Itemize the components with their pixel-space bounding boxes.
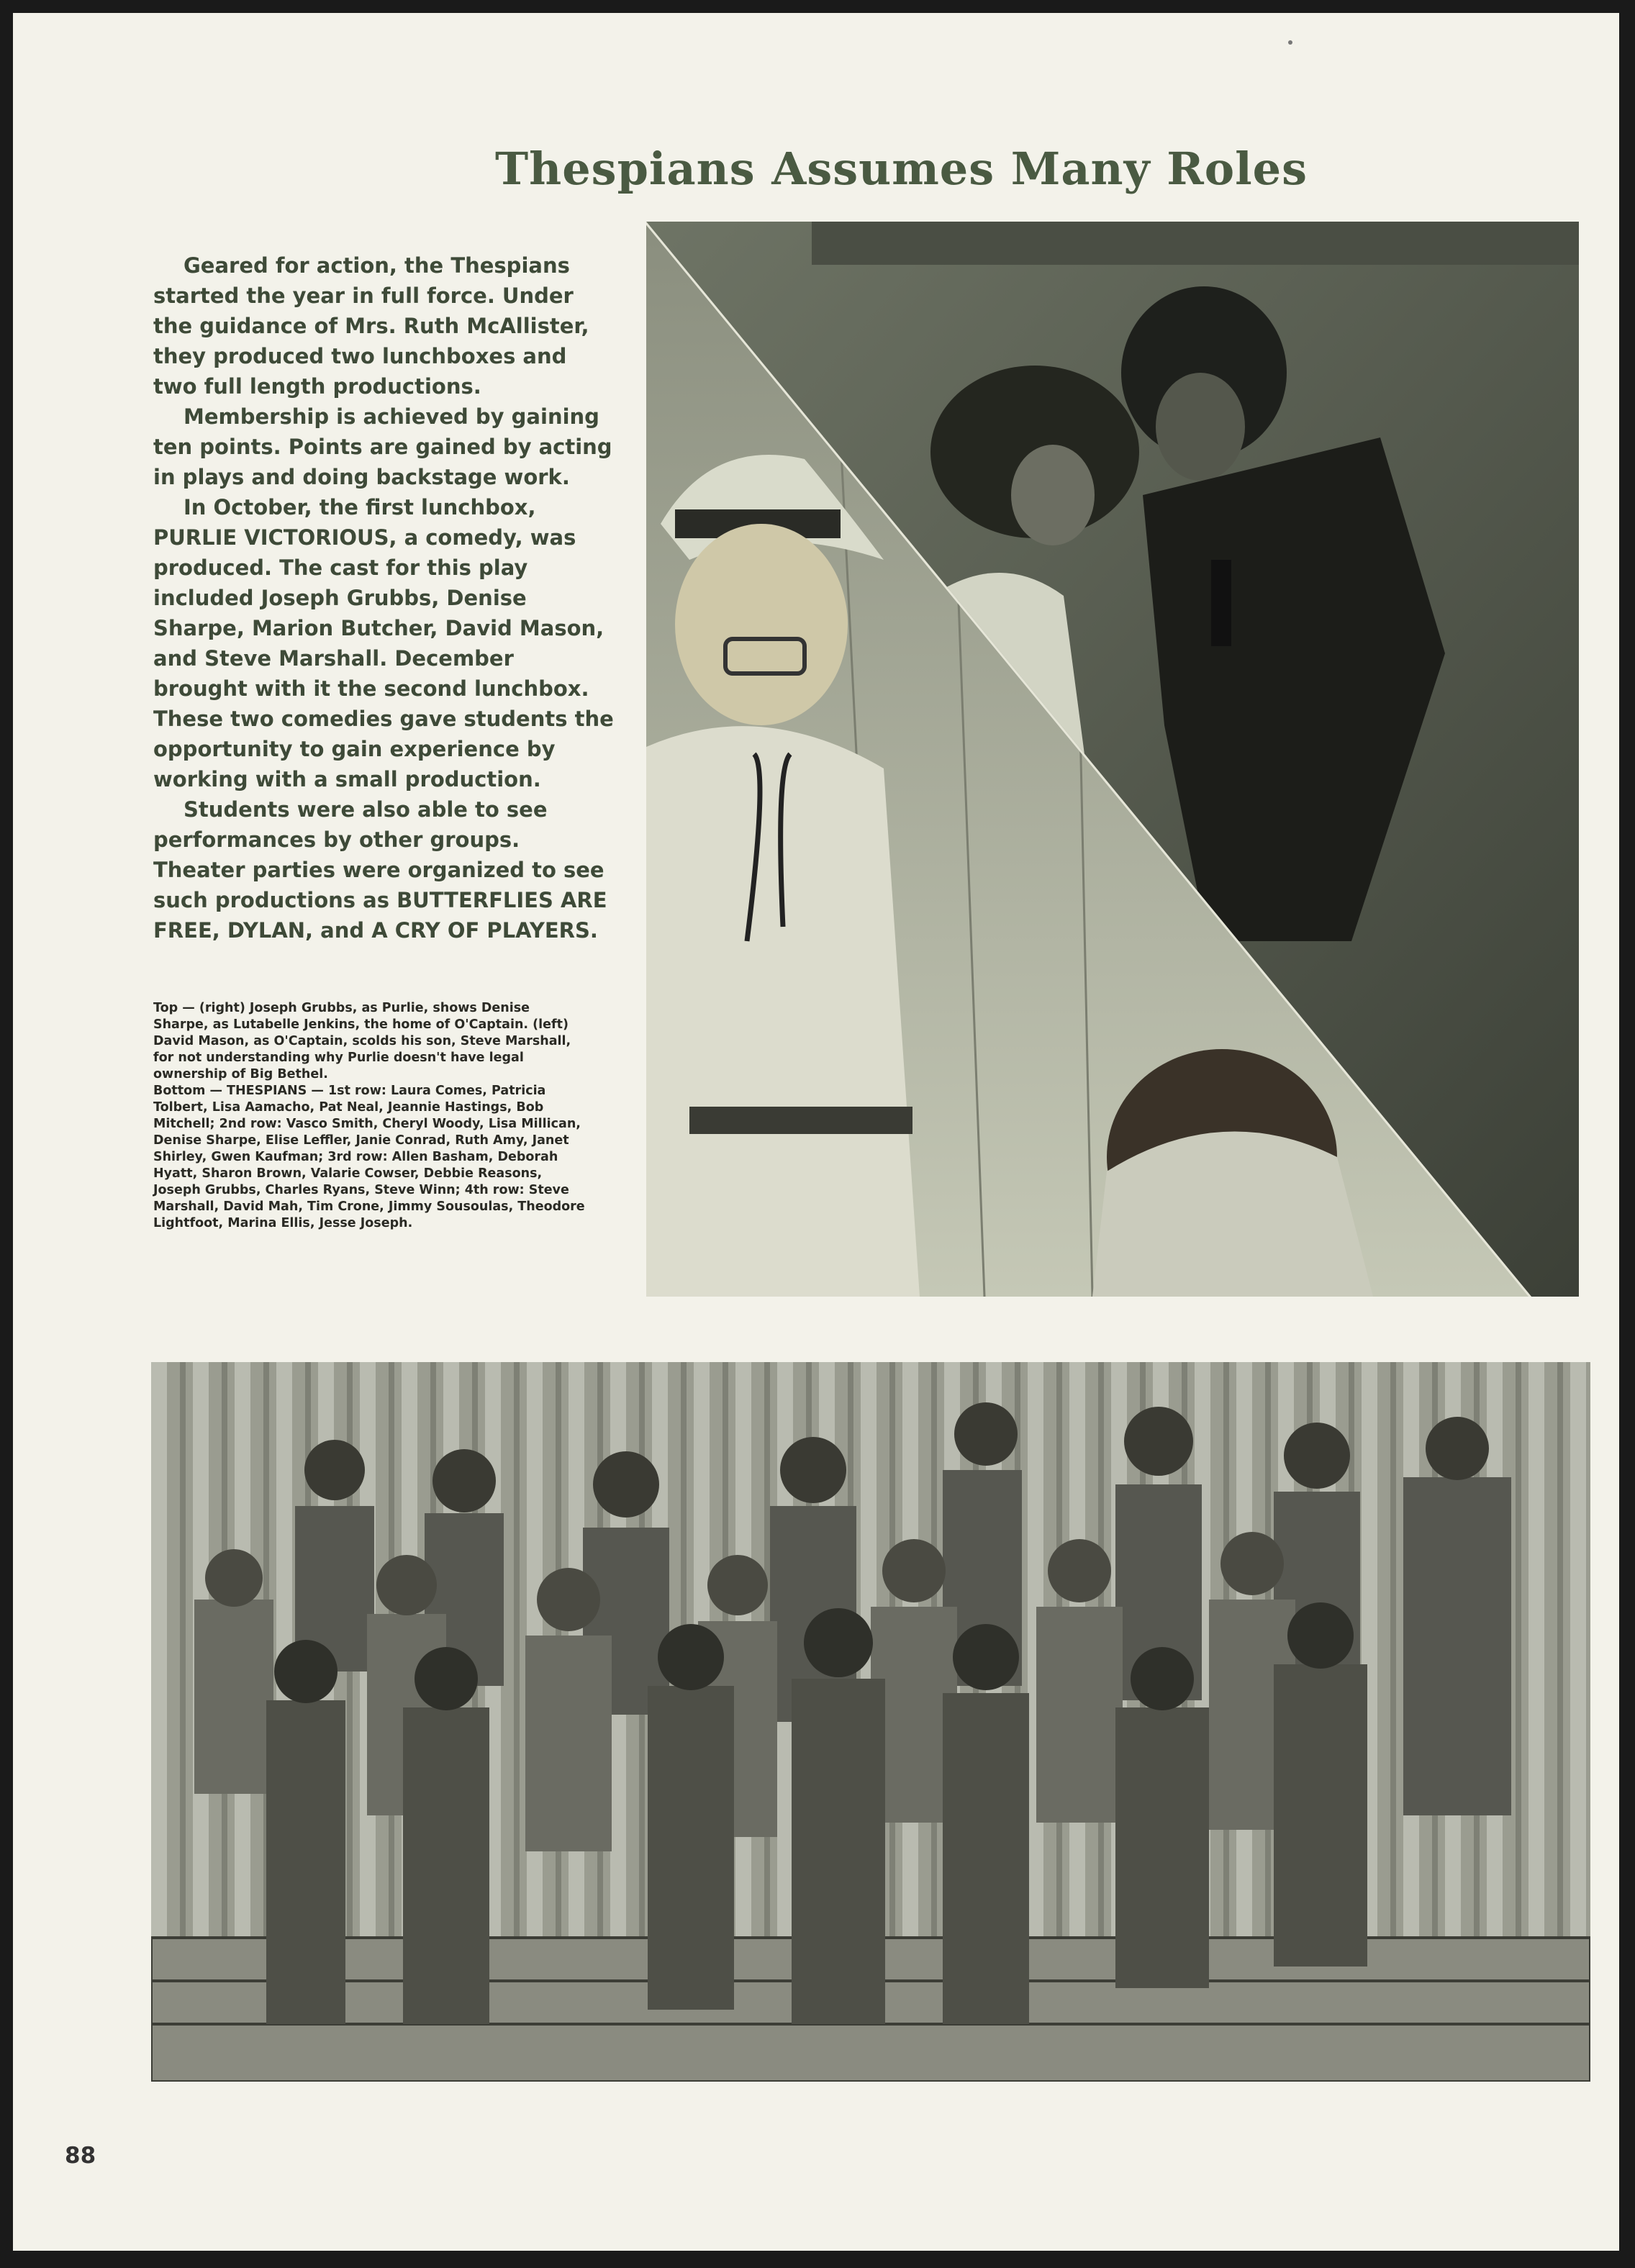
play-scene-photo <box>646 222 1579 1297</box>
caption-bottom: Bottom — THESPIANS — 1st row: Laura Comes, Patricia Tolbert, Lisa Aamacho, Pat Neal, Jeannie Hastings, Bob Mitchell; 2nd row: Vasco Smith, Cheryl Woody, Lisa Millican, Denise Sharpe, Elise Leffler, Janie Conrad, Ruth Amy, Janet Shirley, Gwen Kaufman; 3rd row: Allen Basham, Deborah Hyatt, Sharon Brown, Valarie Cowser, Debbie Reasons, Joseph Grubbs, Charles Ryans, Steve Winn; 4th row: Steve Marshall, David Mah, Tim Crone, Jimmy Sousoulas, Theodore Lightfoot, Marina Ellis, Jesse Joseph. <box>153 1084 585 1230</box>
article-paragraph: Geared for action, the Thespians started the year in full force. Under the guidance of Mrs. Ruth McAllister, they produced two lunchboxes and two full length productions. <box>153 253 589 399</box>
yearbook-page <box>13 13 1619 2251</box>
caption-top: Top — (right) Joseph Grubbs, as Purlie, shows Denise Sharpe, as Lutabelle Jenkins, the home of O'Captain. (left) David Mason, as O'Captain, scolds his son, Steve Marshall, for not understanding why Purlie doesn't have legal ownership of Big Bethel. <box>153 1001 571 1081</box>
speck <box>1288 40 1292 45</box>
article-body <box>153 250 614 945</box>
photo-caption <box>153 1000 585 1232</box>
page-title: Thespians Assumes Many Roles <box>495 142 1308 195</box>
article-paragraph: Students were also able to see performances by other groups. Theater parties were organized to see such productions as BUTTERFLIES ARE FREE, DYLAN, and A CRY OF PLAYERS. <box>153 797 607 943</box>
article-paragraph: Membership is achieved by gaining ten points. Points are gained by acting in plays and doing backstage work. <box>153 404 612 489</box>
group-photo <box>151 1362 1590 2082</box>
article-paragraph: In October, the first lunchbox, PURLIE VICTORIOUS, a comedy, was produced. The cast for this play included Joseph Grubbs, Denise Sharpe, Marion Butcher, David Mason, and Steve Marshall. December brought with it the second lunchbox. These two comedies gave students the opportunity to gain experience by working with a small production. <box>153 495 614 791</box>
page-number: 88 <box>65 2143 96 2169</box>
